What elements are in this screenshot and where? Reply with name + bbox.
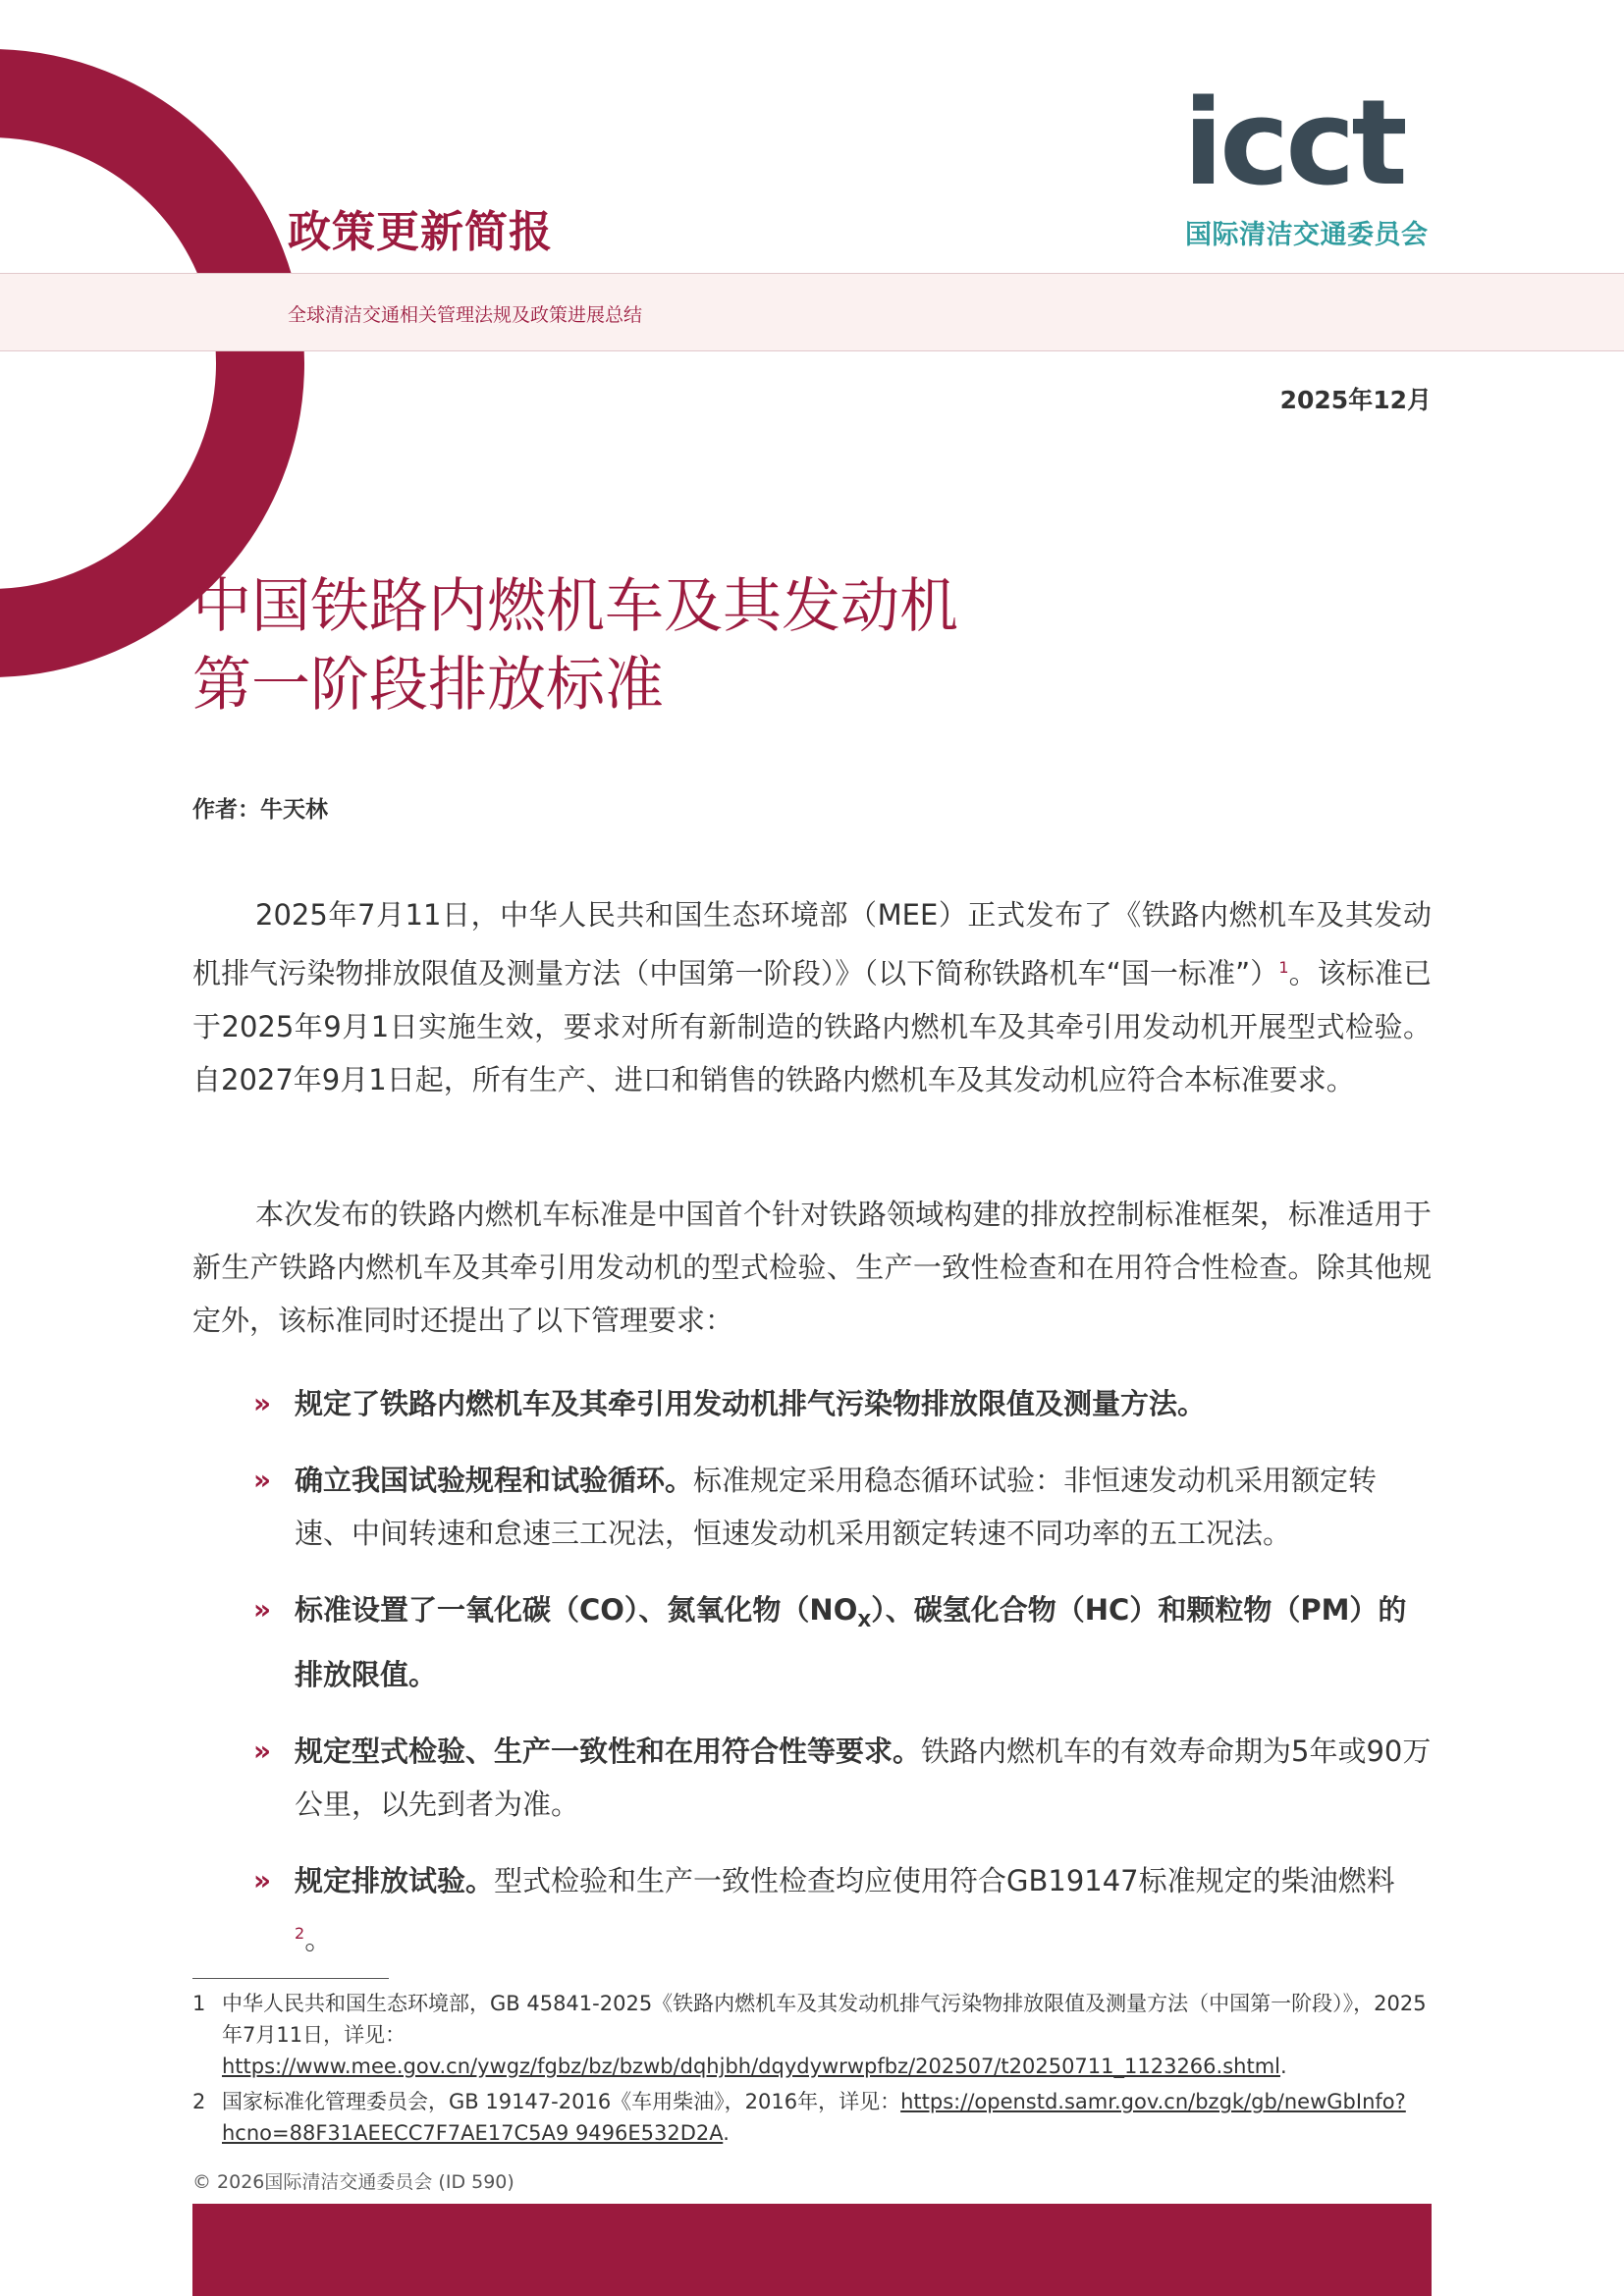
bullet-text: 标准规定采用稳态循环试验：非恒速发动机采用额定转速、中间转速和怠速三工况法，恒速发动机采用额定转速不同功率的五工况法。 xyxy=(295,1464,1378,1550)
header-band xyxy=(0,273,1624,351)
paragraph-text: 2025年7月11日，中华人民共和国生态环境部（MEE）正式发布了《铁路内燃机车及其发动机排气污染物排放限值及测量方法（中国第一阶段）》（以下简称铁路机车“国一标准”） xyxy=(192,898,1432,990)
bullet-heading: 确立我国试验规程和试验循环。 xyxy=(295,1464,694,1497)
bullet-text: 铁路内燃机车的有效寿命期为5年或90万公里，以先到者为准。 xyxy=(295,1734,1432,1821)
footnote-divider xyxy=(192,1978,389,1979)
list-item xyxy=(253,1583,1432,1701)
divider xyxy=(0,350,1624,351)
footnote-text: 国家标准化管理委员会，GB 19147-2016《车用柴油》，2016年，详见： xyxy=(222,2090,901,2113)
logo-wordmark: icct xyxy=(1183,76,1404,212)
bullet-text: 。 xyxy=(304,1922,334,1956)
footnote-ref-2[interactable]: 2 xyxy=(295,1923,305,1943)
footnote-number: 1 xyxy=(192,1992,206,2015)
list-item xyxy=(253,1725,1432,1831)
footnote-link[interactable]: https://openstd.samr.gov.cn/bzgk/gb/newGbInfo?hcno=88F31AEECC7F7AE17C5A9 9496E532D2A xyxy=(222,2090,1406,2145)
list-item xyxy=(253,1377,1432,1430)
paragraph-text: 。该标准已于2025年9月1日实施生效，要求对所有新制造的铁路内燃机车及其牵引用发动机开展型式检验。自2027年9月1日起，所有生产、进口和销售的铁路内燃机车及其发动机应符合本标准要求。 xyxy=(192,956,1432,1096)
footnote-ref-1[interactable]: 1 xyxy=(1278,958,1289,977)
footnote-end: . xyxy=(1279,2055,1287,2078)
footnote-2 xyxy=(192,2086,1432,2149)
icct-logo xyxy=(1183,76,1434,250)
bullet-heading: 规定型式检验、生产一致性和在用符合性等要求。 xyxy=(295,1734,922,1768)
footnotes xyxy=(192,1988,1432,2153)
footnote-link[interactable]: https://www.mee.gov.cn/ywgz/fgbz/bz/bzwb/dqhjbh/dqydywrwpfbz/202507/t20250711_1123266.shtml xyxy=(222,2055,1280,2078)
requirements-list xyxy=(253,1377,1432,1989)
bullet-chevron-icon: » xyxy=(253,1387,272,1419)
footer-band xyxy=(192,2204,1432,2296)
bullet-text: 型式检验和生产一致性检查均应使用符合GB19147标准规定的柴油燃料 xyxy=(494,1863,1395,1897)
paragraph-1 xyxy=(192,888,1432,1106)
list-item xyxy=(253,1854,1432,1966)
bullet-heading: 标准设置了一氧化碳（CO）、氮氧化物（NO xyxy=(295,1593,858,1627)
bullet-chevron-icon: » xyxy=(253,1734,272,1767)
publication-date: 2025年12月 xyxy=(1279,386,1432,414)
author-line: 作者：牛天林 xyxy=(192,797,328,823)
title-line-2: 第一阶段排放标准 xyxy=(192,651,664,720)
bullet-heading: ）、碳氢化合物（HC）和颗粒物（PM）的排放限值。 xyxy=(295,1593,1407,1691)
footnote-1 xyxy=(192,1988,1432,2082)
divider xyxy=(0,273,1624,274)
footnote-text: 中华人民共和国生态环境部，GB 45841-2025《铁路内燃机车及其发动机排气污染物排放限值及测量方法（中国第一阶段）》，2025年7月11日，详见： xyxy=(222,1992,1427,2047)
bullet-chevron-icon: » xyxy=(253,1464,272,1496)
logo-org-name: 国际清洁交通委员会 xyxy=(1185,220,1429,250)
copyright: © 2026国际清洁交通委员会 (ID 590) xyxy=(192,2171,514,2193)
bullet-chevron-icon: » xyxy=(253,1593,272,1626)
subscript-x: X xyxy=(857,1610,872,1631)
brief-title: 政策更新简报 xyxy=(288,207,553,257)
brief-subtitle: 全球清洁交通相关管理法规及政策进展总结 xyxy=(288,304,643,326)
bullet-heading: 规定了铁路内燃机车及其牵引用发动机排气污染物排放限值及测量方法。 xyxy=(295,1387,1207,1420)
bullet-heading: 规定排放试验。 xyxy=(295,1863,495,1897)
page-title xyxy=(192,567,1371,724)
list-item xyxy=(253,1454,1432,1560)
bullet-chevron-icon: » xyxy=(253,1863,272,1896)
footnote-number: 2 xyxy=(192,2090,206,2113)
paragraph-2: 本次发布的铁路内燃机车标准是中国首个针对铁路领域构建的排放控制标准框架，标准适用于新生产铁路内燃机车及其牵引用发动机的型式检验、生产一致性检查和在用符合性检查。除其他规定外，该标准同时还提出了以下管理要求： xyxy=(192,1198,1432,1337)
footnote-end: . xyxy=(723,2121,730,2145)
title-line-1: 中国铁路内燃机车及其发动机 xyxy=(192,572,958,641)
